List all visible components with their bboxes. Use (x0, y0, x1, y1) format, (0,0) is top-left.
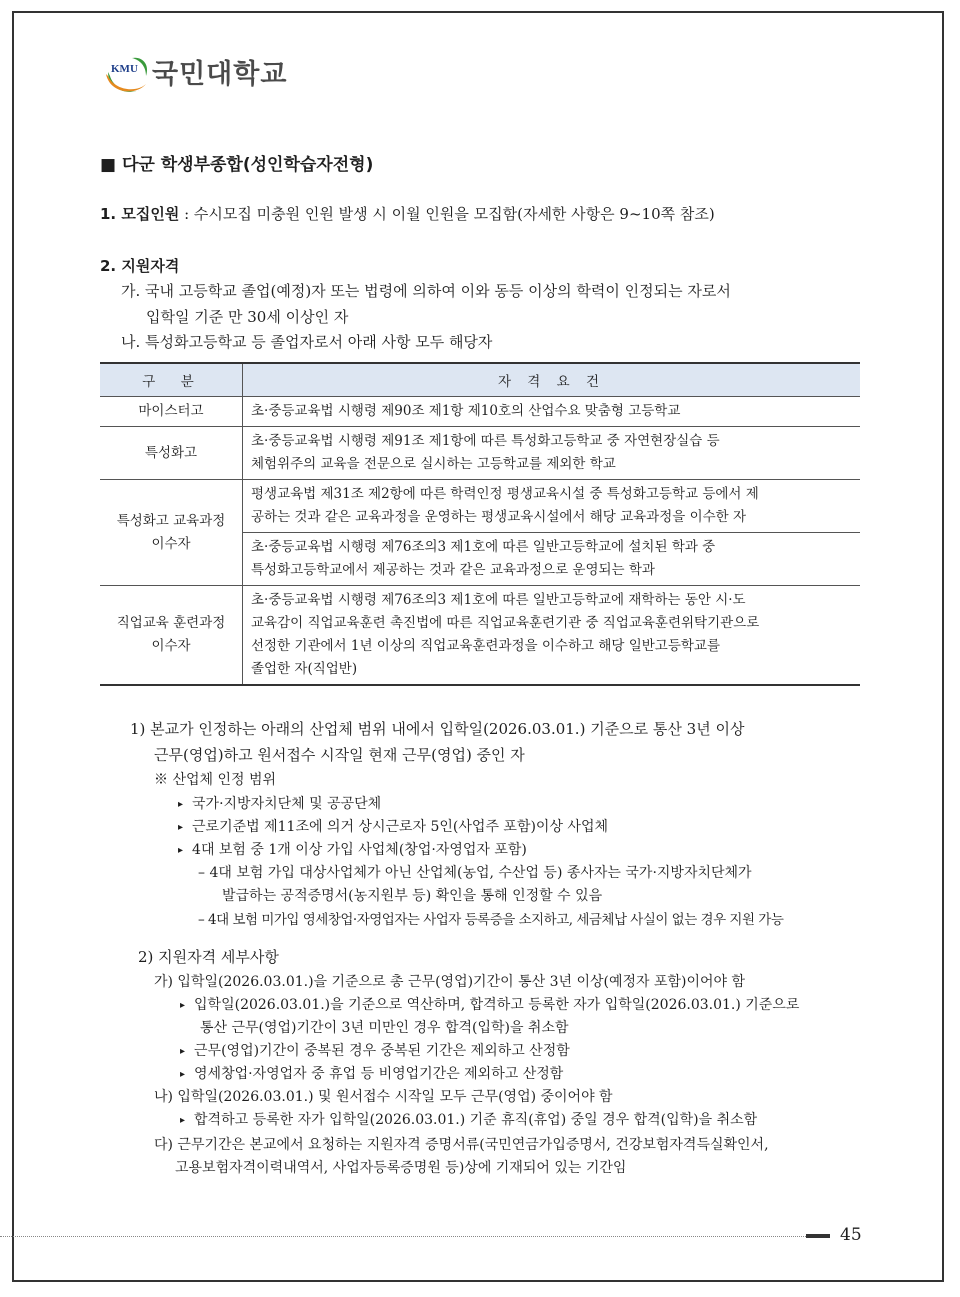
note2-na: 나) 입학일(2026.03.01.) 및 원서접수 시작일 모두 근무(영업) 중이어야 함 (154, 1089, 613, 1105)
list-item: ▸ 근로기준법 제11조에 의거 상시근로자 5인(사업주 포함)이상 사업체 (178, 816, 608, 836)
kmu-logo-icon (102, 50, 152, 96)
list-item: ▸ 국가·지방자치단체 및 공공단체 (178, 793, 381, 813)
table-requirement: 평생교육법 제31조 제2항에 따른 학력인정 평생교육시설 중 특성화고등학교 등에서 제 공하는 것과 같은 교육과정을 운영하는 평생교육시설에서 해당 교육과정을 이수한 자 (243, 480, 861, 533)
page-number-bar (806, 1234, 830, 1238)
table-requirement: 초·중등교육법 시행령 제91조 제1항에 따른 특성화고등학교 중 자연현장실습 등 체험위주의 교육을 전문으로 실시하는 고등학교를 제외한 학교 (243, 427, 861, 480)
table-header-row (100, 363, 860, 397)
table-header-category: 구 분 (100, 363, 243, 397)
table-row (100, 480, 860, 533)
list-item: ▸ 입학일(2026.03.01.)을 기준으로 역산하며, 합격하고 등록한 자가 입학일(2026.03.01.) 기준으로 (180, 994, 799, 1014)
logo-mark-text: KMU (111, 63, 138, 75)
eligibility-ga-line2: 입학일 기준 만 30세 이상인 자 (146, 308, 349, 326)
requirements-table (100, 362, 860, 686)
table-requirement: 초·중등교육법 시행령 제90조 제1항 제10호의 산업수요 맞춤형 고등학교 (243, 397, 861, 427)
eligibility-na: 나. 특성화고등학교 등 졸업자로서 아래 사항 모두 해당자 (121, 333, 493, 351)
list-item: ▸ 영세창업·자영업자 중 휴업 등 비영업기간은 제외하고 산정함 (180, 1063, 563, 1083)
table-category: 마이스터고 (100, 397, 243, 427)
list-item: ▸ 합격하고 등록한 자가 입학일(2026.03.01.) 기준 휴직(휴업) 중일 경우 합격(입학)을 취소함 (180, 1109, 757, 1129)
note1-line1: 1) 본교가 인정하는 아래의 산업체 범위 내에서 입학일(2026.03.01.) 기준으로 통산 3년 이상 (130, 720, 745, 738)
list-item: – 4대 보험 가입 대상사업체가 아닌 산업체(농업, 수산업 등) 종사자는 국가·지방자치단체가 (198, 865, 752, 881)
page-number: 45 (840, 1225, 862, 1245)
table-row (100, 586, 860, 686)
note1-line2: 근무(영업)하고 원서접수 시작일 현재 근무(영업) 중인 자 (154, 746, 525, 764)
footer-divider (0, 1236, 808, 1237)
table-requirement: 초·중등교육법 시행령 제76조의3 제1호에 따른 일반고등학교에 설치된 학과 중 특성화고등학교에서 제공하는 것과 같은 교육과정으로 운영되는 학과 (243, 533, 861, 586)
industry-scope-title: ※ 산업체 인정 범위 (154, 772, 277, 788)
list-item: 발급하는 공적증명서(농지원부 등) 확인을 통해 인정할 수 있음 (222, 888, 603, 904)
table-category: 특성화고 교육과정 이수자 (100, 480, 243, 586)
list-item: ▸ 근무(영업)기간이 중복된 경우 중복된 기간은 제외하고 산정함 (180, 1040, 570, 1060)
list-item: 통산 근무(영업)기간이 3년 미만인 경우 합격(입학)을 취소함 (200, 1020, 569, 1036)
table-row (100, 427, 860, 480)
section-title: ■ 다군 학생부종합(성인학습자전형) (100, 155, 374, 175)
university-name: 국민대학교 (152, 59, 288, 90)
recruit-count-text: : 수시모집 미충원 인원 발생 시 이월 인원을 모집함(자세한 사항은 9~10쪽 참조) (179, 205, 715, 223)
note2-da-line1: 다) 근무기간은 본교에서 요청하는 지원자격 증명서류(국민연금가입증명서, 건강보험자격득실확인서, (154, 1137, 769, 1153)
table-row (100, 397, 860, 427)
recruit-count-label: 1. 모집인원 (100, 205, 180, 223)
list-item: ▸ 4대 보험 중 1개 이상 가입 사업체(창업·자영업자 포함) (178, 839, 527, 859)
table-header-requirement: 자 격 요 건 (243, 363, 861, 397)
recruit-count (100, 203, 715, 224)
eligibility-title: 2. 지원자격 (100, 257, 180, 275)
note2-title: 2) 지원자격 세부사항 (138, 948, 279, 966)
table-category: 특성화고 (100, 427, 243, 480)
note2-ga: 가) 입학일(2026.03.01.)을 기준으로 총 근무(영업)기간이 통산 3년 이상(예정자 포함)이어야 함 (154, 974, 746, 990)
table-category: 직업교육 훈련과정 이수자 (100, 586, 243, 686)
note2-da-line2: 고용보험자격이력내역서, 사업자등록증명원 등)상에 기재되어 있는 기간임 (175, 1160, 627, 1176)
table-requirement: 초·중등교육법 시행령 제76조의3 제1호에 따른 일반고등학교에 재학하는 동안 시·도 교육감이 직업교육훈련 촉진법에 따른 직업교육훈련기관 중 직업교육훈련위탁기관으로 선정한 기관에서 1년 이상의 직업교육훈련과정을 이수하고 해당 일반고등학교를 졸업한 자(직업반) (243, 586, 861, 686)
list-item: – 4대 보험 미가입 영세창업·자영업자는 사업자 등록증을 소지하고, 세금체납 사실이 없는 경우 지원 가능 (198, 912, 784, 928)
eligibility-ga-line1: 가. 국내 고등학교 졸업(예정)자 또는 법령에 의하여 이와 동등 이상의 학력이 인정되는 자로서 (121, 282, 731, 300)
